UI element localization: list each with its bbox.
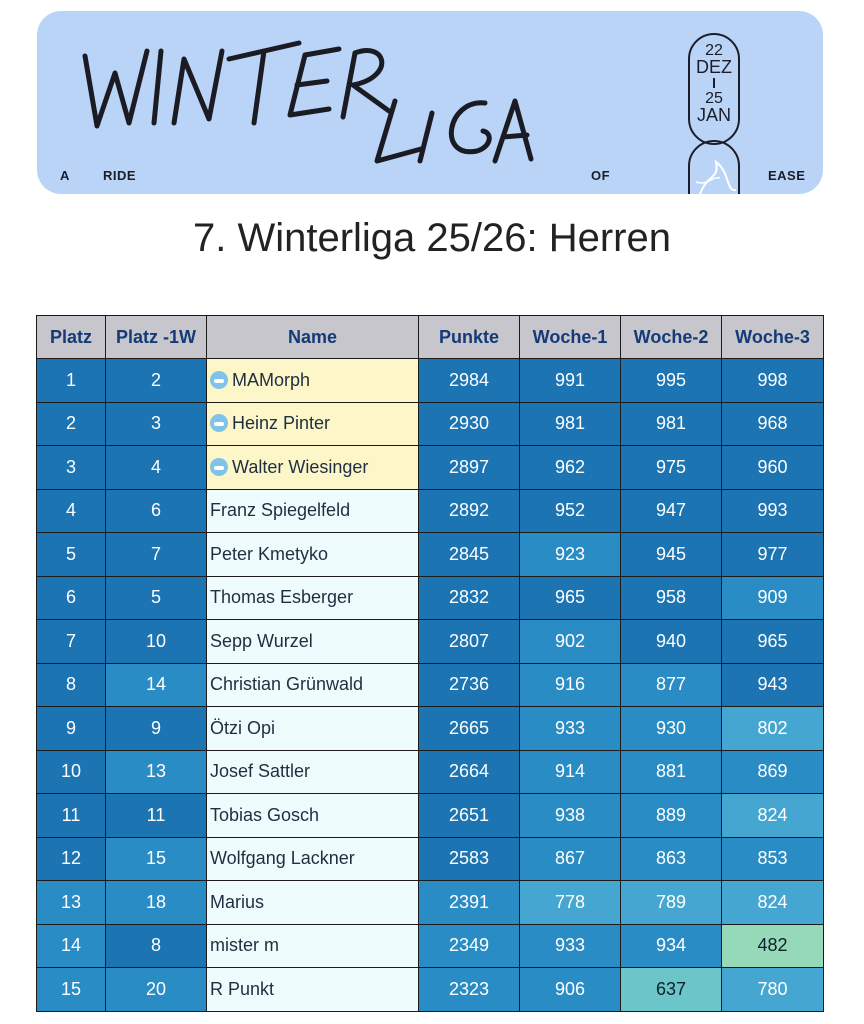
cell-platz: 1: [37, 359, 106, 403]
cell-woche-2: 975: [621, 446, 722, 490]
cell-woche-2: 934: [621, 924, 722, 968]
cell-punkte: 2583: [419, 837, 520, 881]
cell-woche-3: 780: [722, 968, 824, 1012]
cell-name: [207, 750, 419, 794]
cell-punkte: 2665: [419, 707, 520, 751]
rider-name: Peter Kmetyko: [210, 543, 329, 564]
cell-woche-2: 981: [621, 402, 722, 446]
cell-punkte: 2349: [419, 924, 520, 968]
cell-woche-1: 933: [520, 707, 621, 751]
cell-platz-prev-week: 5: [106, 576, 207, 620]
cell-woche-2: 995: [621, 359, 722, 403]
cell-platz-prev-week: 3: [106, 402, 207, 446]
cell-woche-3: 965: [722, 620, 824, 664]
start-month: DEZ: [696, 57, 732, 77]
table-row: [37, 620, 824, 664]
rider-name: Heinz Pinter: [232, 413, 331, 434]
table-row: [37, 446, 824, 490]
cell-punkte: 2807: [419, 620, 520, 664]
cell-platz: 13: [37, 881, 106, 925]
cell-platz-prev-week: 10: [106, 620, 207, 664]
rider-name: Josef Sattler: [210, 761, 311, 782]
cell-woche-2: 637: [621, 968, 722, 1012]
cell-punkte: 2391: [419, 881, 520, 925]
cell-punkte: 2984: [419, 359, 520, 403]
table-row: [37, 663, 824, 707]
cell-platz-prev-week: 9: [106, 707, 207, 751]
cell-woche-1: 902: [520, 620, 621, 664]
winterliga-banner: [37, 11, 823, 194]
rider-name: Walter Wiesinger: [232, 456, 369, 477]
cell-name: [207, 837, 419, 881]
rider-name: Sepp Wurzel: [210, 630, 313, 651]
cell-woche-2: 947: [621, 489, 722, 533]
cell-platz-prev-week: 8: [106, 924, 207, 968]
cell-punkte: 2736: [419, 663, 520, 707]
cell-woche-3: 824: [722, 881, 824, 925]
table-row: [37, 750, 824, 794]
cell-name: [207, 707, 419, 751]
cell-woche-3: 824: [722, 794, 824, 838]
standings-body: [37, 359, 824, 1012]
date-range-badge: [688, 33, 740, 145]
cell-punkte: 2845: [419, 533, 520, 577]
cell-woche-2: 945: [621, 533, 722, 577]
standings-table: [36, 315, 824, 1012]
cell-woche-1: 952: [520, 489, 621, 533]
cell-woche-3: 993: [722, 489, 824, 533]
rider-name: Tobias Gosch: [210, 804, 320, 825]
cell-punkte: 2651: [419, 794, 520, 838]
table-row: [37, 968, 824, 1012]
cell-woche-3: 977: [722, 533, 824, 577]
table-row: [37, 881, 824, 925]
cell-woche-2: 881: [621, 750, 722, 794]
cell-platz: 6: [37, 576, 106, 620]
cell-woche-1: 962: [520, 446, 621, 490]
cell-name: [207, 402, 419, 446]
cell-woche-2: 877: [621, 663, 722, 707]
tagline-word-ease: EASE: [768, 168, 806, 183]
cell-woche-1: 981: [520, 402, 621, 446]
cell-platz: 9: [37, 707, 106, 751]
cell-name: [207, 446, 419, 490]
cell-platz: 11: [37, 794, 106, 838]
table-row: [37, 707, 824, 751]
cell-platz-prev-week: 7: [106, 533, 207, 577]
cell-platz: 5: [37, 533, 106, 577]
cell-woche-3: 960: [722, 446, 824, 490]
cell-woche-3: 869: [722, 750, 824, 794]
cell-platz-prev-week: 11: [106, 794, 207, 838]
header-platz[interactable]: Platz: [37, 316, 106, 359]
cell-platz: 3: [37, 446, 106, 490]
cell-woche-1: 914: [520, 750, 621, 794]
table-header-row: [37, 316, 824, 359]
cell-platz-prev-week: 18: [106, 881, 207, 925]
cell-platz-prev-week: 4: [106, 446, 207, 490]
cell-name: [207, 924, 419, 968]
tagline-word-ride: RIDE: [103, 168, 137, 183]
cell-woche-1: 933: [520, 924, 621, 968]
cell-platz: 10: [37, 750, 106, 794]
rider-name: Ötzi Opi: [210, 717, 276, 738]
cell-woche-3: 482: [722, 924, 824, 968]
cell-name: [207, 968, 419, 1012]
header-platz-prev-week[interactable]: Platz -1W: [106, 316, 207, 359]
table-row: [37, 576, 824, 620]
cell-platz-prev-week: 20: [106, 968, 207, 1012]
freezing-face-icon: [210, 414, 228, 432]
cell-platz: 2: [37, 402, 106, 446]
cell-platz: 4: [37, 489, 106, 533]
cell-platz-prev-week: 15: [106, 837, 207, 881]
cell-woche-1: 991: [520, 359, 621, 403]
cell-woche-3: 943: [722, 663, 824, 707]
cell-name: [207, 359, 419, 403]
header-punkte[interactable]: Punkte: [419, 316, 520, 359]
table-row: [37, 794, 824, 838]
cell-platz-prev-week: 6: [106, 489, 207, 533]
freezing-face-icon: [210, 371, 228, 389]
cell-platz: 15: [37, 968, 106, 1012]
cell-platz-prev-week: 2: [106, 359, 207, 403]
table-row: [37, 924, 824, 968]
cell-punkte: 2323: [419, 968, 520, 1012]
cell-woche-1: 938: [520, 794, 621, 838]
header-woche-3[interactable]: Woche-3: [722, 316, 824, 359]
rider-name: Wolfgang Lackner: [210, 848, 355, 869]
cell-name: [207, 489, 419, 533]
table-row: [37, 533, 824, 577]
cell-woche-3: 909: [722, 576, 824, 620]
cell-platz: 12: [37, 837, 106, 881]
cell-woche-2: 930: [621, 707, 722, 751]
cell-punkte: 2897: [419, 446, 520, 490]
cell-woche-3: 802: [722, 707, 824, 751]
cell-platz: 14: [37, 924, 106, 968]
cell-woche-1: 867: [520, 837, 621, 881]
rider-name: Christian Grünwald: [210, 674, 364, 695]
cell-name: [207, 620, 419, 664]
cell-punkte: 2664: [419, 750, 520, 794]
cell-woche-1: 923: [520, 533, 621, 577]
cell-woche-2: 958: [621, 576, 722, 620]
cell-name: [207, 663, 419, 707]
squiggle-art: [690, 142, 740, 194]
cell-woche-1: 778: [520, 881, 621, 925]
cell-name: [207, 576, 419, 620]
cell-woche-2: 889: [621, 794, 722, 838]
cell-woche-1: 916: [520, 663, 621, 707]
cell-woche-1: 906: [520, 968, 621, 1012]
cell-woche-1: 965: [520, 576, 621, 620]
cell-punkte: 2832: [419, 576, 520, 620]
table-row: [37, 837, 824, 881]
table-row: [37, 489, 824, 533]
cell-platz-prev-week: 14: [106, 663, 207, 707]
cell-woche-3: 968: [722, 402, 824, 446]
cell-woche-3: 853: [722, 837, 824, 881]
header-name[interactable]: Name: [207, 316, 419, 359]
page-title: 7. Winterliga 25/26: Herren: [192, 216, 671, 260]
header-woche-1[interactable]: Woche-1: [520, 316, 621, 359]
cell-name: [207, 794, 419, 838]
cell-woche-2: 863: [621, 837, 722, 881]
cell-woche-2: 940: [621, 620, 722, 664]
cell-woche-3: 998: [722, 359, 824, 403]
decorative-photo-pill: [688, 140, 740, 194]
rider-name: MAMorph: [232, 369, 311, 390]
tagline-word-a: A: [60, 168, 70, 183]
rider-name: Thomas Esberger: [210, 587, 354, 608]
cell-punkte: 2930: [419, 402, 520, 446]
start-day: 22: [705, 42, 723, 59]
cell-name: [207, 881, 419, 925]
table-row: [37, 359, 824, 403]
cell-woche-2: 789: [621, 881, 722, 925]
cell-name: [207, 533, 419, 577]
end-day: 25: [705, 90, 723, 107]
rider-name: R Punkt: [210, 978, 275, 999]
rider-name: Marius: [210, 891, 265, 912]
cell-platz-prev-week: 13: [106, 750, 207, 794]
cell-punkte: 2892: [419, 489, 520, 533]
rider-name: mister m: [210, 935, 279, 956]
rider-name: Franz Spiegelfeld: [210, 500, 351, 521]
header-woche-2[interactable]: Woche-2: [621, 316, 722, 359]
cell-platz: 7: [37, 620, 106, 664]
cell-platz: 8: [37, 663, 106, 707]
freezing-face-icon: [210, 458, 228, 476]
table-row: [37, 402, 824, 446]
tagline-word-of: OF: [591, 168, 611, 183]
end-month: JAN: [696, 105, 731, 125]
date-divider: [713, 78, 715, 88]
